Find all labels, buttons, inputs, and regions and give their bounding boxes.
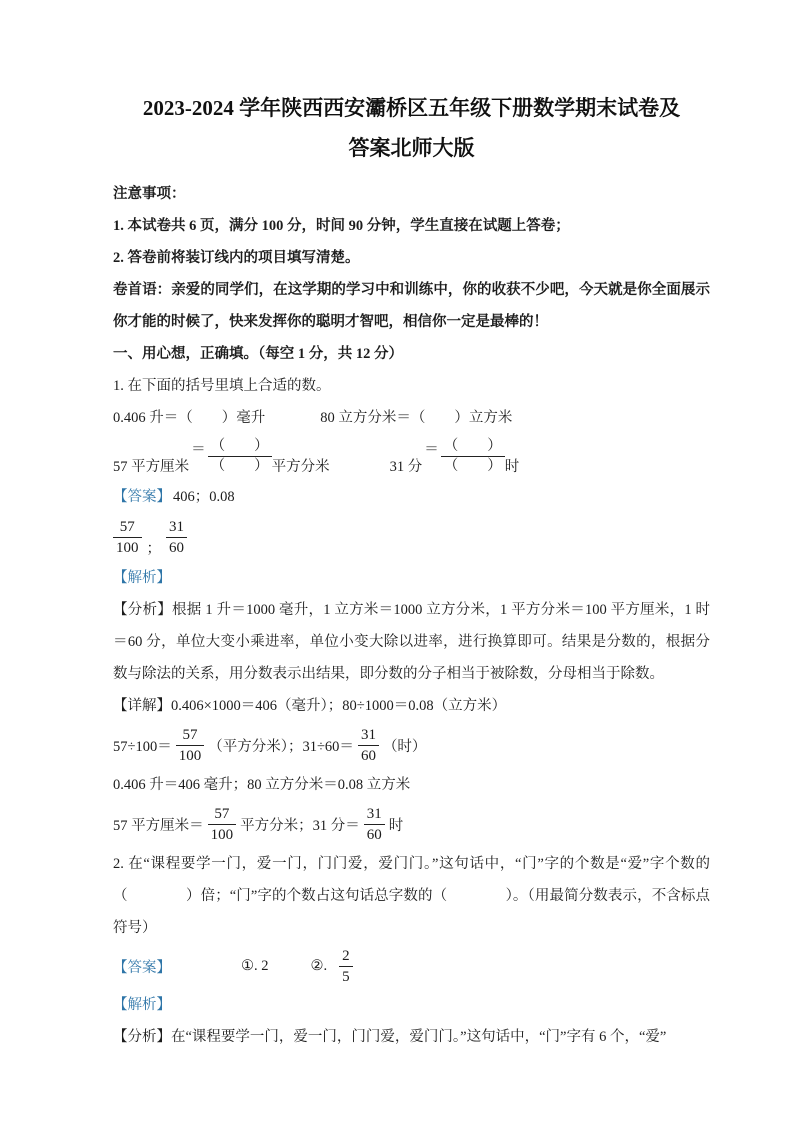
- q1-xiangjie-line2-p2: （平方分米）；31÷60＝: [208, 739, 354, 755]
- q2-answer-item-1: ①. 2: [241, 958, 269, 974]
- q1-answer-label: 【答案】: [113, 489, 171, 505]
- q1-xiangjie-line-2: [113, 722, 710, 769]
- q1-eq1-blank-numerator: （ ）: [210, 438, 269, 454]
- q2-stem: 2. 在“课程要学一门，爱一门，门门爱，爱门门。”这句话中，“门”字的个数是“爱”字个数的（ ）倍；“门”字的个数占这句话总字数的（ ）。（用最简分数表示，不含标点符号）: [113, 856, 710, 936]
- q1-eq1-blank-fraction: [208, 437, 272, 476]
- q2-fenxi-paragraph: [113, 1021, 710, 1053]
- q1-xiangjie-line2-p1: 57÷100＝: [113, 739, 172, 755]
- q1-eq1-prefix: 57 平方厘米: [113, 459, 190, 475]
- q1-eq1-blank-denominator: （ ）: [208, 456, 272, 476]
- q1-xiangjie-line4-p2: 平方分米；31 分＝: [240, 818, 360, 834]
- q2-answer-fraction: [339, 946, 353, 987]
- q1-fenxi-paragraph: [113, 594, 710, 690]
- notice-heading: 注意事项：: [113, 186, 186, 202]
- q1-unit-conversion-row: [113, 402, 710, 434]
- q1-eq2-blank-numerator: （ ）: [443, 438, 502, 454]
- q2-fenxi-label: 【分析】: [113, 1029, 171, 1045]
- q1-answer-fraction-1-denominator: 100: [113, 537, 142, 558]
- q1-xiangjie-line4-p1: 57 平方厘米＝: [113, 818, 204, 834]
- q1-answer-line: [113, 481, 710, 513]
- q1-fenxi-text: 根据 1 升＝1000 毫升，1 立方米＝1000 立方分米，1 平方分米＝100 平方厘米，1 时＝60 分，单位大变小乘进率，单位小变大除以进率，进行换算即可。结果是分数的，根据分数与除法的关系，用分数表示出结果，即分数的分子相当于被除数，分母相当于除数。: [113, 602, 711, 682]
- fraction-denominator: 100: [208, 824, 237, 845]
- q1-xiangjie-line4-fraction-1: [208, 804, 237, 845]
- q1-eq1-equals: ＝: [191, 442, 206, 458]
- q2-answer-label: 【答案】: [113, 960, 171, 976]
- q1-unit-left: 0.406 升＝（ ）毫升: [113, 410, 266, 426]
- fraction-numerator: 2: [342, 948, 350, 964]
- fraction-denominator: 5: [339, 966, 353, 987]
- q1-answer-fraction-1-numerator: 57: [119, 519, 135, 535]
- q1-xiangjie-line4-fraction-2: [364, 804, 385, 845]
- q1-eq2-blank-fraction: [441, 437, 505, 476]
- q1-xiangjie-line-3: 0.406 升＝406 毫升；80 立方分米＝0.08 立方米: [113, 777, 411, 793]
- q1-eq1-suffix: 平方分米: [271, 459, 330, 475]
- title-line-2: 答案北师大版: [348, 136, 475, 160]
- q1-unit-right: 80 立方分米＝（ ）立方米: [320, 410, 513, 426]
- fraction-numerator: 31: [366, 806, 382, 822]
- q1-xiangjie-line4-p3: 时: [388, 818, 404, 834]
- document-title: [113, 88, 710, 168]
- section-1-heading: 一、用心想，正确填。（每空 1 分，共 12 分）: [113, 346, 403, 362]
- q1-xiangjie-line2-fraction-1: [176, 725, 205, 766]
- q1-xiangjie-line1-text: 0.406×1000＝406（毫升）；80÷1000＝0.08（立方米）: [171, 698, 507, 714]
- q1-xiangjie-label: 【详解】: [113, 698, 171, 714]
- q2-answer-row: [113, 946, 710, 987]
- q1-answer-fraction-separator: ；: [146, 541, 161, 557]
- fraction-numerator: 57: [182, 727, 198, 743]
- q1-answer-fraction-2: [166, 517, 187, 558]
- q1-xiangjie-line-4: [113, 801, 710, 848]
- q2-fenxi-text: 在“课程要学一门，爱一门，门门爱，爱门门。”这句话中，“门”字有 6 个，“爱”: [171, 1029, 667, 1045]
- q1-eq2-prefix: 31 分: [389, 459, 423, 475]
- notice-item-2: 2. 答卷前将装订线内的项目填写清楚。: [113, 250, 360, 266]
- fraction-denominator: 60: [358, 745, 379, 766]
- q2-answer-item-2-prefix: ②.: [310, 958, 328, 974]
- q1-xiangjie-line2-fraction-2: [358, 725, 379, 766]
- q1-fraction-equation-row: [113, 437, 710, 476]
- q1-answer-fraction-2-denominator: 60: [166, 537, 187, 558]
- fraction-numerator: 57: [214, 806, 230, 822]
- q1-answer-fraction-row: [113, 517, 710, 558]
- preface-text: 卷首语：亲爱的同学们，在这学期的学习中和训练中，你的收获不少吧，今天就是你全面展示你才能的时候了，快来发挥你的聪明才智吧，相信你一定是最棒的！: [113, 282, 710, 330]
- q1-eq2-suffix: 时: [504, 459, 520, 475]
- q1-eq2-equals: ＝: [424, 442, 439, 458]
- q1-answer-fraction-2-numerator: 31: [169, 519, 184, 535]
- q1-xiangjie-line-1: [113, 690, 710, 722]
- q1-xiangjie-line2-p3: （时）: [382, 739, 427, 755]
- q1-fenxi-label: 【分析】: [113, 602, 173, 618]
- notice-item-1: 1. 本试卷共 6 页，满分 100 分，时间 90 分钟，学生直接在试题上答卷；: [113, 218, 570, 234]
- fraction-denominator: 100: [176, 745, 205, 766]
- q2-jiexi-label: 【解析】: [113, 997, 171, 1013]
- q1-equation-1: [113, 437, 330, 476]
- q1-equation-2: [390, 437, 520, 476]
- fraction-numerator: 31: [360, 727, 376, 743]
- q1-eq2-blank-denominator: （ ）: [441, 456, 505, 476]
- title-line-1: 2023-2024 学年陕西西安灞桥区五年级下册数学期末试卷及: [142, 96, 681, 120]
- q1-jiexi-label: 【解析】: [113, 570, 171, 586]
- q1-answer-text: 406；0.08: [173, 489, 235, 505]
- q1-stem: 1. 在下面的括号里填上合适的数。: [113, 378, 331, 394]
- q1-answer-fraction-1: [113, 517, 142, 558]
- fraction-denominator: 60: [364, 824, 385, 845]
